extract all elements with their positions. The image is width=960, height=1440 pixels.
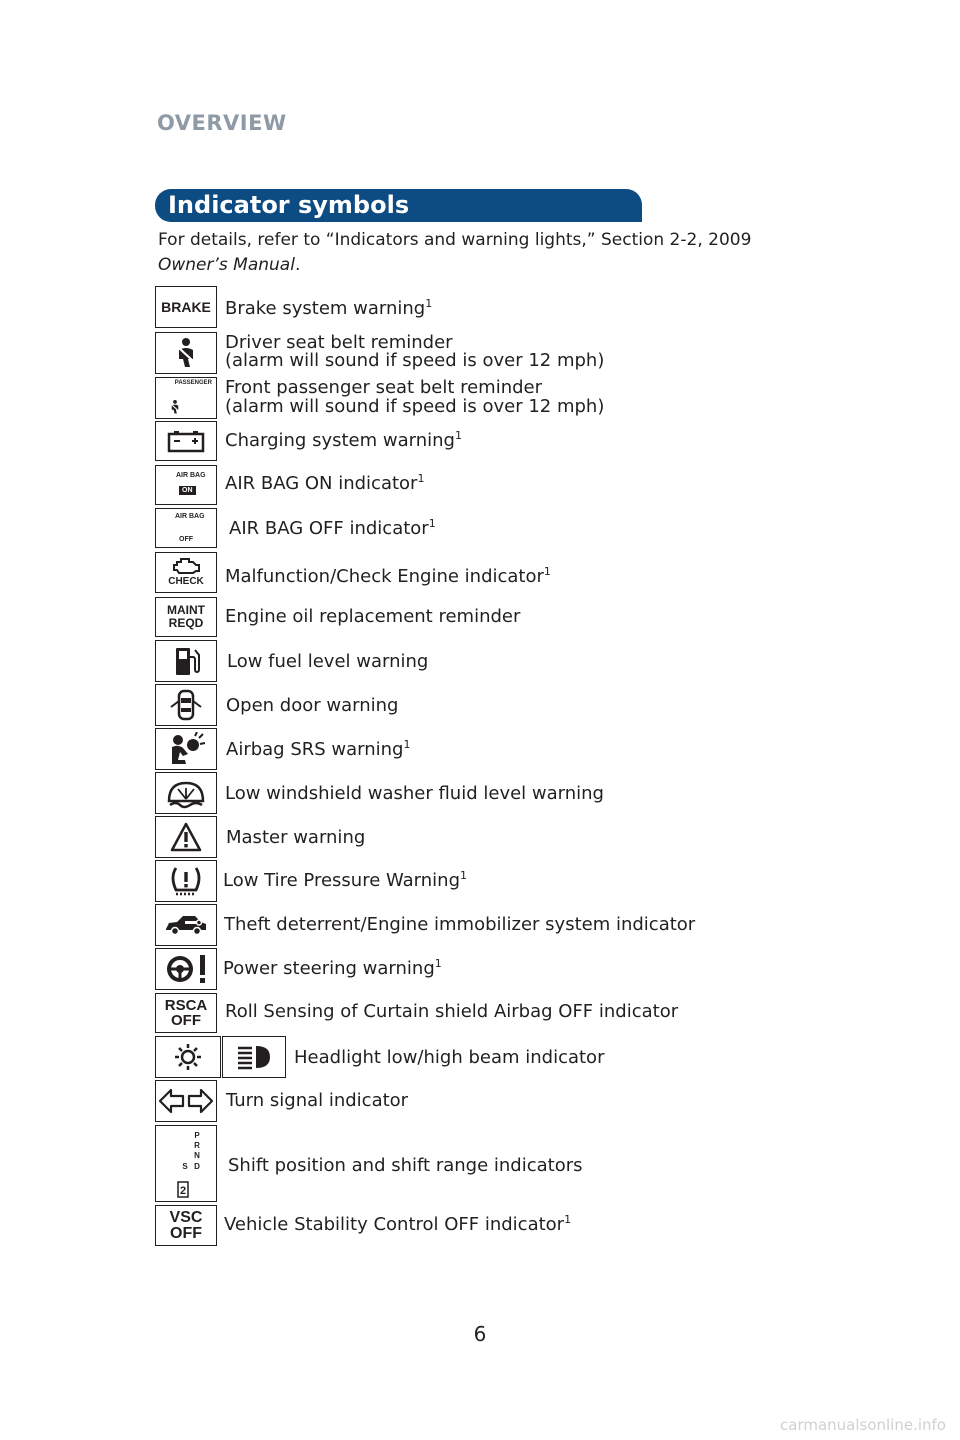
fuel-pump-icon bbox=[155, 640, 217, 682]
title-banner bbox=[155, 189, 642, 222]
indicator-label: Headlight low/high beam indicator bbox=[294, 1047, 605, 1068]
svg-text:D: D bbox=[194, 1162, 200, 1171]
svg-text:R: R bbox=[194, 1141, 200, 1150]
vsc-off-icon bbox=[155, 1205, 217, 1246]
off-text: OFF bbox=[170, 1224, 202, 1242]
open-door-icon bbox=[155, 684, 217, 726]
indicator-label: Malfunction/Check Engine indicator$^1$ bbox=[225, 565, 551, 587]
indicator-label: Brake system warning$^1$ bbox=[225, 297, 433, 319]
indicator-label: Engine oil replacement reminder bbox=[225, 606, 521, 627]
intro-suffix: . bbox=[294, 255, 301, 275]
brake-icon-text: BRAKE bbox=[161, 299, 211, 315]
airbag-text: AIR BAG bbox=[175, 513, 205, 520]
page-title: Indicator symbols bbox=[168, 191, 410, 219]
airbag-text: AIR BAG bbox=[176, 472, 206, 479]
page-number: 6 bbox=[473, 1322, 487, 1346]
seatbelt-icon bbox=[155, 332, 217, 374]
turn-signal-icon bbox=[155, 1080, 217, 1122]
indicator-note: (alarm will sound if speed is over 12 mph) bbox=[225, 396, 605, 417]
indicator-label: Power steering warning$^1$ bbox=[223, 957, 442, 979]
vsc-text: VSC bbox=[169, 1208, 203, 1226]
indicator-label: Master warning bbox=[226, 827, 366, 848]
indicator-label: Driver seat belt reminder bbox=[225, 332, 453, 353]
off-text: OFF bbox=[171, 1012, 201, 1029]
indicator-label: Low fuel level warning bbox=[227, 651, 429, 672]
indicator-label: Turn signal indicator bbox=[226, 1090, 409, 1111]
indicator-label: AIR BAG ON indicator$^1$ bbox=[225, 472, 425, 494]
check-engine-icon bbox=[155, 552, 217, 593]
indicator-label: Theft deterrent/Engine immobilizer system indicator bbox=[224, 914, 696, 935]
brake-icon bbox=[155, 286, 217, 328]
on-text: ON bbox=[179, 486, 196, 495]
airbag-srs-icon bbox=[155, 728, 217, 770]
indicator-label: Roll Sensing of Curtain shield Airbag OFF indicator bbox=[225, 1001, 679, 1022]
indicator-note: (alarm will sound if speed is over 12 mph) bbox=[225, 350, 605, 371]
indicator-label: AIR BAG OFF indicator$^1$ bbox=[229, 517, 436, 539]
check-text: CHECK bbox=[168, 576, 204, 587]
airbag-on-icon bbox=[155, 465, 217, 505]
airbag-off-icon bbox=[155, 508, 217, 548]
indicator-label: Open door warning bbox=[226, 695, 399, 716]
indicator-label: Low windshield washer fluid level warning bbox=[225, 783, 604, 804]
washer-fluid-icon bbox=[155, 772, 217, 814]
passenger-seatbelt-icon bbox=[155, 377, 217, 419]
indicator-label: Airbag SRS warning$^1$ bbox=[226, 738, 411, 760]
indicator-label: Front passenger seat belt reminder bbox=[225, 377, 543, 398]
section-heading: OVERVIEW bbox=[157, 111, 287, 135]
intro-text: For details, refer to “Indicators and warning lights,” Section 2-2, 2009 bbox=[158, 230, 752, 250]
indicator-label: Charging system warning$^1$ bbox=[225, 429, 462, 451]
rsca-off-icon bbox=[155, 993, 217, 1033]
shift-position-icon bbox=[155, 1125, 217, 1202]
indicator-label: Vehicle Stability Control OFF indicator$^1$ bbox=[224, 1213, 572, 1235]
battery-icon bbox=[155, 421, 217, 461]
passenger-text: PASSENGER bbox=[174, 380, 212, 386]
low-beam-icon bbox=[155, 1036, 221, 1078]
maint-text: MAINT bbox=[167, 603, 205, 617]
tire-pressure-icon bbox=[155, 860, 217, 902]
reqd-text: REQD bbox=[168, 616, 204, 630]
theft-deterrent-icon bbox=[155, 904, 217, 946]
watermark: carmanualsonline.info bbox=[780, 1416, 946, 1434]
svg-text:N: N bbox=[194, 1151, 200, 1160]
high-beam-icon bbox=[222, 1036, 286, 1078]
intro-paragraph bbox=[158, 228, 858, 278]
power-steering-icon bbox=[155, 948, 217, 990]
maint-reqd-icon bbox=[155, 597, 217, 637]
off-text: OFF bbox=[179, 536, 193, 543]
manual-title: Owner’s Manual bbox=[158, 255, 295, 275]
master-warning-icon bbox=[155, 816, 217, 858]
indicator-label: Low Tire Pressure Warning$^1$ bbox=[223, 869, 467, 891]
indicator-label: Shift position and shift range indicators bbox=[228, 1155, 583, 1176]
svg-text:2: 2 bbox=[179, 1185, 187, 1197]
svg-text:P: P bbox=[194, 1131, 200, 1140]
svg-text:S: S bbox=[182, 1162, 188, 1171]
rsca-text: RSCA bbox=[164, 997, 208, 1014]
